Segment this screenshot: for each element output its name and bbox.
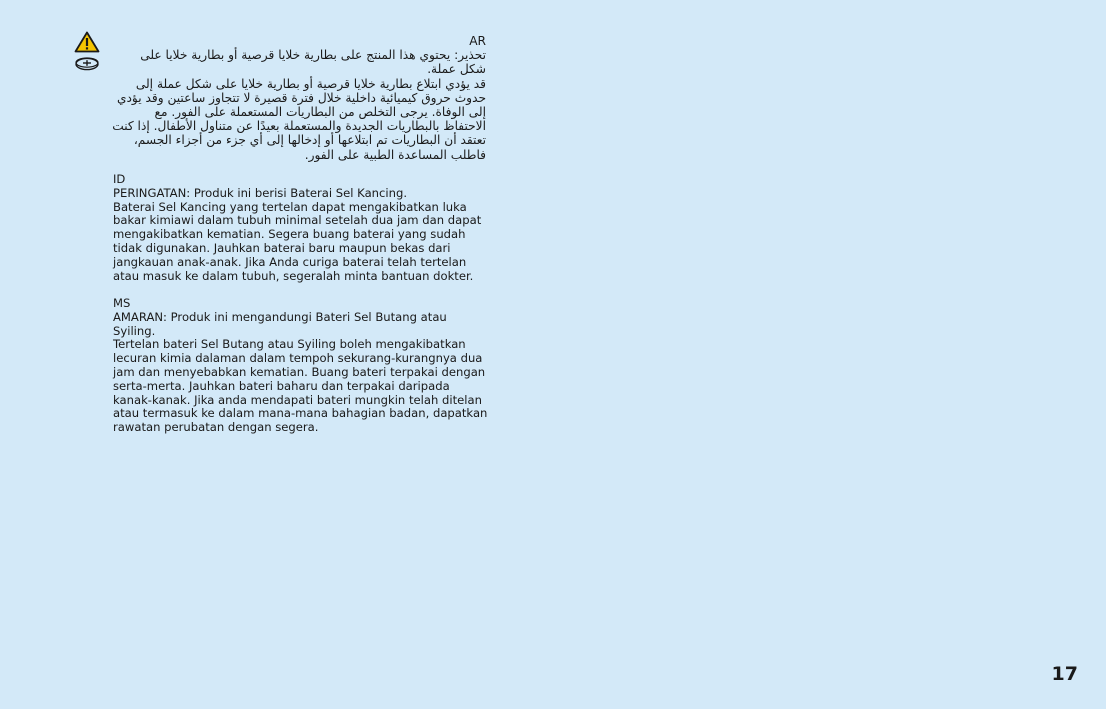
section-ms: [113, 297, 488, 435]
warning-triangle-icon: [74, 31, 100, 53]
warning-body: قد يؤدي ابتلاع بطارية خلايا قرصية أو بطارية خلايا على شكل عملة إلى حدوث حروق كيميائية داخلية خلال فترة قصيرة لا تتجاوز ساعتين وقد يؤدي إلى الوفاة. يرجى التخلص من البطاريات المستعملة على الفور. مع الاحتفاظ بالبطاريات الجديدة والمستعملة بعيدًا عن متناول الأطفال. إذا كنت تعتقد أن البطاريات تم ابتلاعها أو إدخالها إلى أي جزء من أجزاء الجسم، فاطلب المساعدة الطبية على الفور.: [112, 76, 486, 162]
warning-heading: تحذير: يحتوي هذا المنتج على بطارية خلايا قرصية أو بطارية خلايا على شكل عملة.: [140, 48, 486, 77]
language-code: AR: [469, 34, 486, 48]
coin-battery-icon: [74, 56, 100, 72]
warning-heading: PERINGATAN: Produk ini berisi Baterai Sel Kancing.: [113, 185, 408, 200]
warning-body: Tertelan bateri Sel Butang atau Syiling boleh mengakibatkan lecuran kimia dalaman dalam tempoh sekurang-kurangnya dua jam dan menyebabkan kematian. Buang bateri terpakai dengan serta-merta. Jauhkan bateri baharu dan terpakai daripada kanak-kanak. Jika anda mendapati bateri mungkin telah ditelan atau termasuk ke dalam mana-mana bahagian badan, dapatkan rawatan perubatan dengan segera.: [113, 337, 488, 435]
warning-heading: AMARAN: Produk ini mengandungi Bateri Sel Butang atau Syiling.: [113, 309, 447, 338]
warning-icons: [74, 31, 100, 72]
section-id: [113, 173, 488, 283]
page-number: 17: [1051, 663, 1078, 685]
warning-body: Baterai Sel Kancing yang tertelan dapat mengakibatkan luka bakar kimiawi dalam tubuh minimal setelah dua jam dan dapat mengakibatkan kematian. Segera buang baterai yang sudah tidak digunakan. Jauhkan baterai baru maupun bekas dari jangkauan anak-anak. Jika Anda curiga baterai telah tertelan atau masuk ke dalam tubuh, segeralah minta bantuan dokter.: [113, 199, 482, 283]
language-code: MS: [113, 296, 131, 310]
section-ar: [112, 34, 486, 162]
language-code: ID: [113, 172, 126, 186]
